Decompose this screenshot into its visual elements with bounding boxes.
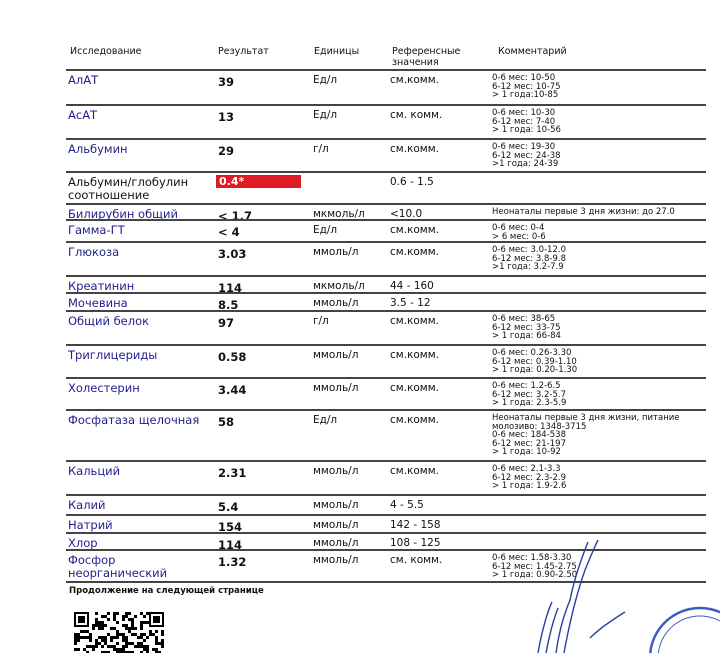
table-row xyxy=(66,69,706,104)
qr-module xyxy=(89,639,92,642)
qr-module xyxy=(104,639,107,642)
qr-module xyxy=(95,639,98,642)
qr-finder-core xyxy=(153,616,160,623)
qr-module xyxy=(122,633,125,636)
qr-module xyxy=(125,612,128,615)
qr-module xyxy=(143,648,146,651)
qr-module xyxy=(143,645,146,648)
qr-module xyxy=(122,645,125,648)
result-value-flagged: 0.4* xyxy=(216,175,301,188)
qr-module xyxy=(146,612,149,615)
comment-line: молозиво: 1348-3715 xyxy=(492,421,587,432)
qr-module xyxy=(113,615,116,618)
qr-module xyxy=(158,642,161,645)
comment xyxy=(492,349,706,375)
qr-module xyxy=(107,618,110,621)
qr-module xyxy=(155,639,158,642)
test-name: Холестерин xyxy=(68,381,140,395)
qr-module xyxy=(98,621,101,624)
qr-module xyxy=(131,621,134,624)
reference-range: см.комм. xyxy=(390,224,439,236)
units: мкмоль/л xyxy=(313,280,365,292)
qr-module xyxy=(122,639,125,642)
units: ммоль/л xyxy=(313,297,359,309)
qr-module xyxy=(134,615,137,618)
qr-module xyxy=(161,639,164,642)
qr-module xyxy=(83,636,86,639)
comment-line: > 1 года: 10-92 xyxy=(492,447,561,457)
result-value: < 4 xyxy=(218,225,240,239)
reference-range: см.комм. xyxy=(390,315,439,327)
qr-module xyxy=(143,621,146,624)
result-value: 39 xyxy=(218,75,235,89)
test-name: АлАТ xyxy=(68,73,99,87)
qr-module xyxy=(107,633,110,636)
qr-module xyxy=(122,618,125,621)
qr-module xyxy=(116,633,119,636)
test-name: Гамма-ГТ xyxy=(68,223,125,237)
qr-module xyxy=(122,624,125,627)
qr-module xyxy=(161,645,164,648)
qr-module xyxy=(152,633,155,636)
comment xyxy=(492,465,706,491)
qr-finder-core xyxy=(78,616,85,623)
qr-module xyxy=(131,618,134,621)
reference-range: 108 - 125 xyxy=(390,537,441,549)
table-row xyxy=(66,344,706,377)
reference-range: см.комм. xyxy=(390,349,439,361)
comment-line: 6-12 мес: 24-38 xyxy=(492,150,561,161)
qr-module xyxy=(134,627,137,630)
test-name: Кальций xyxy=(68,464,121,478)
qr-module xyxy=(98,642,101,645)
qr-module xyxy=(149,630,152,633)
qr-code-icon xyxy=(74,612,164,653)
table-row xyxy=(66,275,706,295)
comment xyxy=(492,382,706,408)
comment-line: > 1 года: 1.9-2.6 xyxy=(492,481,567,491)
qr-module xyxy=(86,630,89,633)
comment-line: 0-6 мес: 10-50 xyxy=(492,73,556,83)
qr-module xyxy=(74,636,77,639)
result-value: < 1.7 xyxy=(218,209,253,223)
reference-range: 3.5 - 12 xyxy=(390,297,431,309)
comment-line: 0-6 мес: 1.2-6.5 xyxy=(492,381,561,391)
units: г/л xyxy=(313,143,329,155)
units: Ед/л xyxy=(313,109,338,121)
reference-range: <10.0 xyxy=(390,208,423,220)
qr-module xyxy=(155,630,158,633)
qr-module xyxy=(104,615,107,618)
header-reference: Референсные значения xyxy=(392,46,461,68)
qr-module xyxy=(143,633,146,636)
qr-module xyxy=(146,645,149,648)
comment xyxy=(492,246,706,272)
signature-tail xyxy=(590,612,625,638)
qr-module xyxy=(98,624,101,627)
qr-module xyxy=(83,630,86,633)
qr-module xyxy=(95,624,98,627)
qr-module xyxy=(89,633,92,636)
qr-module xyxy=(125,642,128,645)
qr-module xyxy=(74,633,77,636)
comment xyxy=(492,74,706,100)
qr-module xyxy=(113,636,116,639)
qr-module xyxy=(122,648,125,651)
qr-module xyxy=(137,645,140,648)
comment-line: 0-6 мес: 184-538 xyxy=(492,430,566,440)
comment-line: 0-6 мес: 0-4 xyxy=(492,223,545,233)
test-name: Натрий xyxy=(68,518,113,532)
comment-line: > 1 года: 2.3-5.9 xyxy=(492,398,567,408)
qr-module xyxy=(98,627,101,630)
table-row xyxy=(66,104,706,138)
qr-module xyxy=(113,612,116,615)
qr-module xyxy=(113,618,116,621)
qr-module xyxy=(77,639,80,642)
result-value: 97 xyxy=(218,316,235,330)
comment-line: 6-12 мес: 21-197 xyxy=(492,438,566,449)
comment-line: 0-6 мес: 0.26-3.30 xyxy=(492,348,572,358)
comment-line: > 1 года: 10-56 xyxy=(492,125,561,135)
qr-module xyxy=(89,636,92,639)
result-value: 3.03 xyxy=(218,247,247,261)
qr-module xyxy=(74,648,77,651)
comment-line: Неонаталы первые 3 дня жизни, питание xyxy=(492,413,680,423)
test-name: Альбумин xyxy=(68,142,128,156)
test-name: Глюкоза xyxy=(68,245,120,259)
result-value: 114 xyxy=(218,281,243,295)
test-name: Мочевина xyxy=(68,296,128,310)
qr-module xyxy=(122,615,125,618)
qr-module xyxy=(83,648,86,651)
table-row xyxy=(66,409,706,460)
test-name: Триглицериды xyxy=(68,348,158,362)
reference-range: см.комм. xyxy=(390,143,439,155)
table-row xyxy=(66,310,706,344)
qr-module xyxy=(125,615,128,618)
qr-module xyxy=(95,618,98,621)
qr-module xyxy=(110,645,113,648)
qr-module xyxy=(146,621,149,624)
result-value: 2.31 xyxy=(218,466,247,480)
comment-line: 0-6 мес: 3.0-12.0 xyxy=(492,245,566,255)
units: г/л xyxy=(313,315,329,327)
result-value: 13 xyxy=(218,110,235,124)
qr-module xyxy=(113,645,116,648)
comment-line: > 1 года: 66-84 xyxy=(492,331,561,341)
result-value: 8.5 xyxy=(218,298,239,312)
comment xyxy=(492,414,706,457)
qr-module xyxy=(110,639,113,642)
qr-module xyxy=(140,624,143,627)
qr-module xyxy=(131,624,134,627)
table-row xyxy=(66,514,706,532)
results-table xyxy=(66,69,706,583)
qr-module xyxy=(155,648,158,651)
comment-line: 6-12 мес: 7-40 xyxy=(492,116,556,127)
qr-module xyxy=(125,624,128,627)
table-row xyxy=(66,494,706,514)
qr-module xyxy=(119,648,122,651)
qr-module xyxy=(143,639,146,642)
comment xyxy=(492,208,706,217)
qr-module xyxy=(143,615,146,618)
result-value: 29 xyxy=(218,144,235,158)
comment-line: 6-12 мес: 3.2-5.7 xyxy=(492,389,566,400)
qr-module xyxy=(122,636,125,639)
comment-line: > 6 мес: 0-6 xyxy=(492,231,546,242)
qr-module xyxy=(140,636,143,639)
reference-range: см.комм. xyxy=(390,74,439,86)
qr-module xyxy=(161,630,164,633)
units: Ед/л xyxy=(313,414,338,426)
qr-module xyxy=(95,612,98,615)
qr-module xyxy=(101,621,104,624)
table-row xyxy=(66,203,706,223)
qr-module xyxy=(101,636,104,639)
comment-line: 6-12 мес: 33-75 xyxy=(492,322,561,333)
qr-module xyxy=(140,633,143,636)
comment xyxy=(492,315,706,341)
qr-module xyxy=(119,633,122,636)
qr-module xyxy=(92,645,95,648)
test-name: Калий xyxy=(68,498,106,512)
qr-module xyxy=(134,633,137,636)
units: ммоль/л xyxy=(313,519,359,531)
qr-module xyxy=(116,648,119,651)
units: ммоль/л xyxy=(313,349,359,361)
units: ммоль/л xyxy=(313,554,359,566)
result-value: 1.32 xyxy=(218,555,247,569)
reference-range: 0.6 - 1.5 xyxy=(390,176,434,188)
qr-module xyxy=(146,636,149,639)
test-name: Хлор xyxy=(68,536,98,550)
qr-module xyxy=(80,636,83,639)
comment-line: >1 года: 24-39 xyxy=(492,159,559,169)
qr-module xyxy=(134,645,137,648)
test-name: АсАТ xyxy=(68,108,98,122)
signature-stamp xyxy=(440,540,720,653)
qr-module xyxy=(128,612,131,615)
result-value: 0.58 xyxy=(218,350,247,364)
header-test: Исследование xyxy=(70,46,142,57)
qr-module xyxy=(101,615,104,618)
header-result: Результат xyxy=(218,46,269,57)
qr-module xyxy=(116,636,119,639)
qr-module xyxy=(146,648,149,651)
reference-range: см.комм. xyxy=(390,246,439,258)
comment xyxy=(492,109,706,135)
comment-line: 6-12 мес: 3.8-9.8 xyxy=(492,253,566,264)
result-value: 58 xyxy=(218,415,235,429)
reference-range: 4 - 5.5 xyxy=(390,499,424,511)
qr-module xyxy=(125,639,128,642)
continuation-note: Продолжение на следующей странице xyxy=(69,586,264,596)
qr-module xyxy=(155,642,158,645)
header-comment: Комментарий xyxy=(498,46,567,57)
qr-module xyxy=(89,645,92,648)
qr-module xyxy=(125,645,128,648)
reference-range: 142 - 158 xyxy=(390,519,441,531)
qr-module xyxy=(95,645,98,648)
qr-module xyxy=(116,621,119,624)
qr-module xyxy=(104,636,107,639)
units: ммоль/л xyxy=(313,246,359,258)
table-row xyxy=(66,241,706,275)
units: ммоль/л xyxy=(313,465,359,477)
units: ммоль/л xyxy=(313,499,359,511)
qr-module xyxy=(131,633,134,636)
qr-module xyxy=(140,621,143,624)
comment-line: 6-12 мес: 10-75 xyxy=(492,81,561,92)
qr-module xyxy=(101,639,104,642)
qr-module xyxy=(152,648,155,651)
qr-module xyxy=(98,636,101,639)
comment xyxy=(492,224,706,241)
reference-range: см. комм. xyxy=(390,554,443,566)
qr-module xyxy=(113,627,116,630)
qr-module xyxy=(104,624,107,627)
qr-module xyxy=(140,642,143,645)
comment-line: 0-6 мес: 19-30 xyxy=(492,142,556,152)
qr-module xyxy=(137,642,140,645)
qr-module xyxy=(128,642,131,645)
comment-line: > 1 года:10-85 xyxy=(492,90,559,100)
result-value: 5.4 xyxy=(218,500,239,514)
qr-module xyxy=(104,642,107,645)
comment-line: >1 года: 3.2-7.9 xyxy=(492,262,564,272)
signature-stroke xyxy=(538,540,598,653)
test-name: Общий белок xyxy=(68,314,150,328)
qr-module xyxy=(77,636,80,639)
qr-module xyxy=(92,648,95,651)
qr-module xyxy=(128,627,131,630)
qr-module xyxy=(116,630,119,633)
qr-module xyxy=(74,639,77,642)
qr-module xyxy=(95,642,98,645)
test-name: Фосфатаза щелочная xyxy=(68,413,200,427)
stamp-circle xyxy=(650,608,720,653)
qr-module xyxy=(92,627,95,630)
qr-module xyxy=(125,636,128,639)
qr-module xyxy=(74,642,77,645)
test-name: Альбумин/глобулин соотношение xyxy=(68,175,189,202)
qr-module xyxy=(131,642,134,645)
comment-line: 0-6 мес: 10-30 xyxy=(492,108,556,118)
units: Ед/л xyxy=(313,224,338,236)
reference-range: см.комм. xyxy=(390,465,439,477)
qr-module xyxy=(140,645,143,648)
qr-module xyxy=(107,645,110,648)
comment-line: > 1 года: 0.20-1.30 xyxy=(492,365,578,375)
table-row xyxy=(66,171,706,203)
units: Ед/л xyxy=(313,74,338,86)
result-value: 3.44 xyxy=(218,383,247,397)
table-row xyxy=(66,377,706,409)
qr-module xyxy=(161,642,164,645)
comment xyxy=(492,143,706,169)
table-row xyxy=(66,138,706,171)
table-row xyxy=(66,292,706,310)
qr-module xyxy=(77,633,80,636)
test-name: Билирубин общий xyxy=(68,207,178,221)
table-row xyxy=(66,219,706,241)
qr-module xyxy=(140,627,143,630)
qr-module xyxy=(116,642,119,645)
reference-range: 44 - 160 xyxy=(390,280,434,292)
comment-line: 6-12 мес: 2.3-2.9 xyxy=(492,472,566,483)
header-units: Единицы xyxy=(314,46,360,57)
qr-module xyxy=(101,624,104,627)
qr-module xyxy=(155,636,158,639)
qr-module xyxy=(140,612,143,615)
qr-module xyxy=(131,627,134,630)
comment-line: 6-12 мес: 0.39-1.10 xyxy=(492,356,577,367)
result-value: 114 xyxy=(218,538,243,552)
reference-range: см.комм. xyxy=(390,414,439,426)
qr-module xyxy=(92,624,95,627)
units: мкмоль/л xyxy=(313,208,365,220)
qr-module xyxy=(149,633,152,636)
qr-module xyxy=(110,636,113,639)
comment-line: > 1 года: 0.90-2.50 xyxy=(492,570,578,580)
units: ммоль/л xyxy=(313,382,359,394)
table-row xyxy=(66,460,706,494)
qr-module xyxy=(86,636,89,639)
qr-module xyxy=(95,621,98,624)
qr-module xyxy=(110,627,113,630)
qr-module xyxy=(101,627,104,630)
qr-module xyxy=(161,633,164,636)
reference-range: см.комм. xyxy=(390,382,439,394)
qr-module xyxy=(113,648,116,651)
qr-module xyxy=(128,618,131,621)
comment-line: 6-12 мес: 1.45-2.75 xyxy=(492,561,577,572)
result-value: 154 xyxy=(218,520,243,534)
test-name: Фосфор неорганический xyxy=(68,553,168,580)
test-name: Креатинин xyxy=(68,279,135,293)
qr-module xyxy=(116,612,119,615)
comment-line: Неонаталы первые 3 дня жизни: до 27.0 xyxy=(492,207,675,217)
qr-module xyxy=(128,630,131,633)
comment-line: 0-6 мес: 2.1-3.3 xyxy=(492,464,561,474)
units: ммоль/л xyxy=(313,537,359,549)
qr-module xyxy=(107,612,110,615)
reference-range: см. комм. xyxy=(390,109,443,121)
qr-module xyxy=(80,630,83,633)
comment-line: 0-6 мес: 38-65 xyxy=(492,314,556,324)
qr-module xyxy=(77,648,80,651)
qr-module xyxy=(125,627,128,630)
qr-module xyxy=(101,645,104,648)
qr-module xyxy=(137,636,140,639)
comment-line: 0-6 мес: 1.58-3.30 xyxy=(492,553,572,563)
qr-module xyxy=(86,645,89,648)
